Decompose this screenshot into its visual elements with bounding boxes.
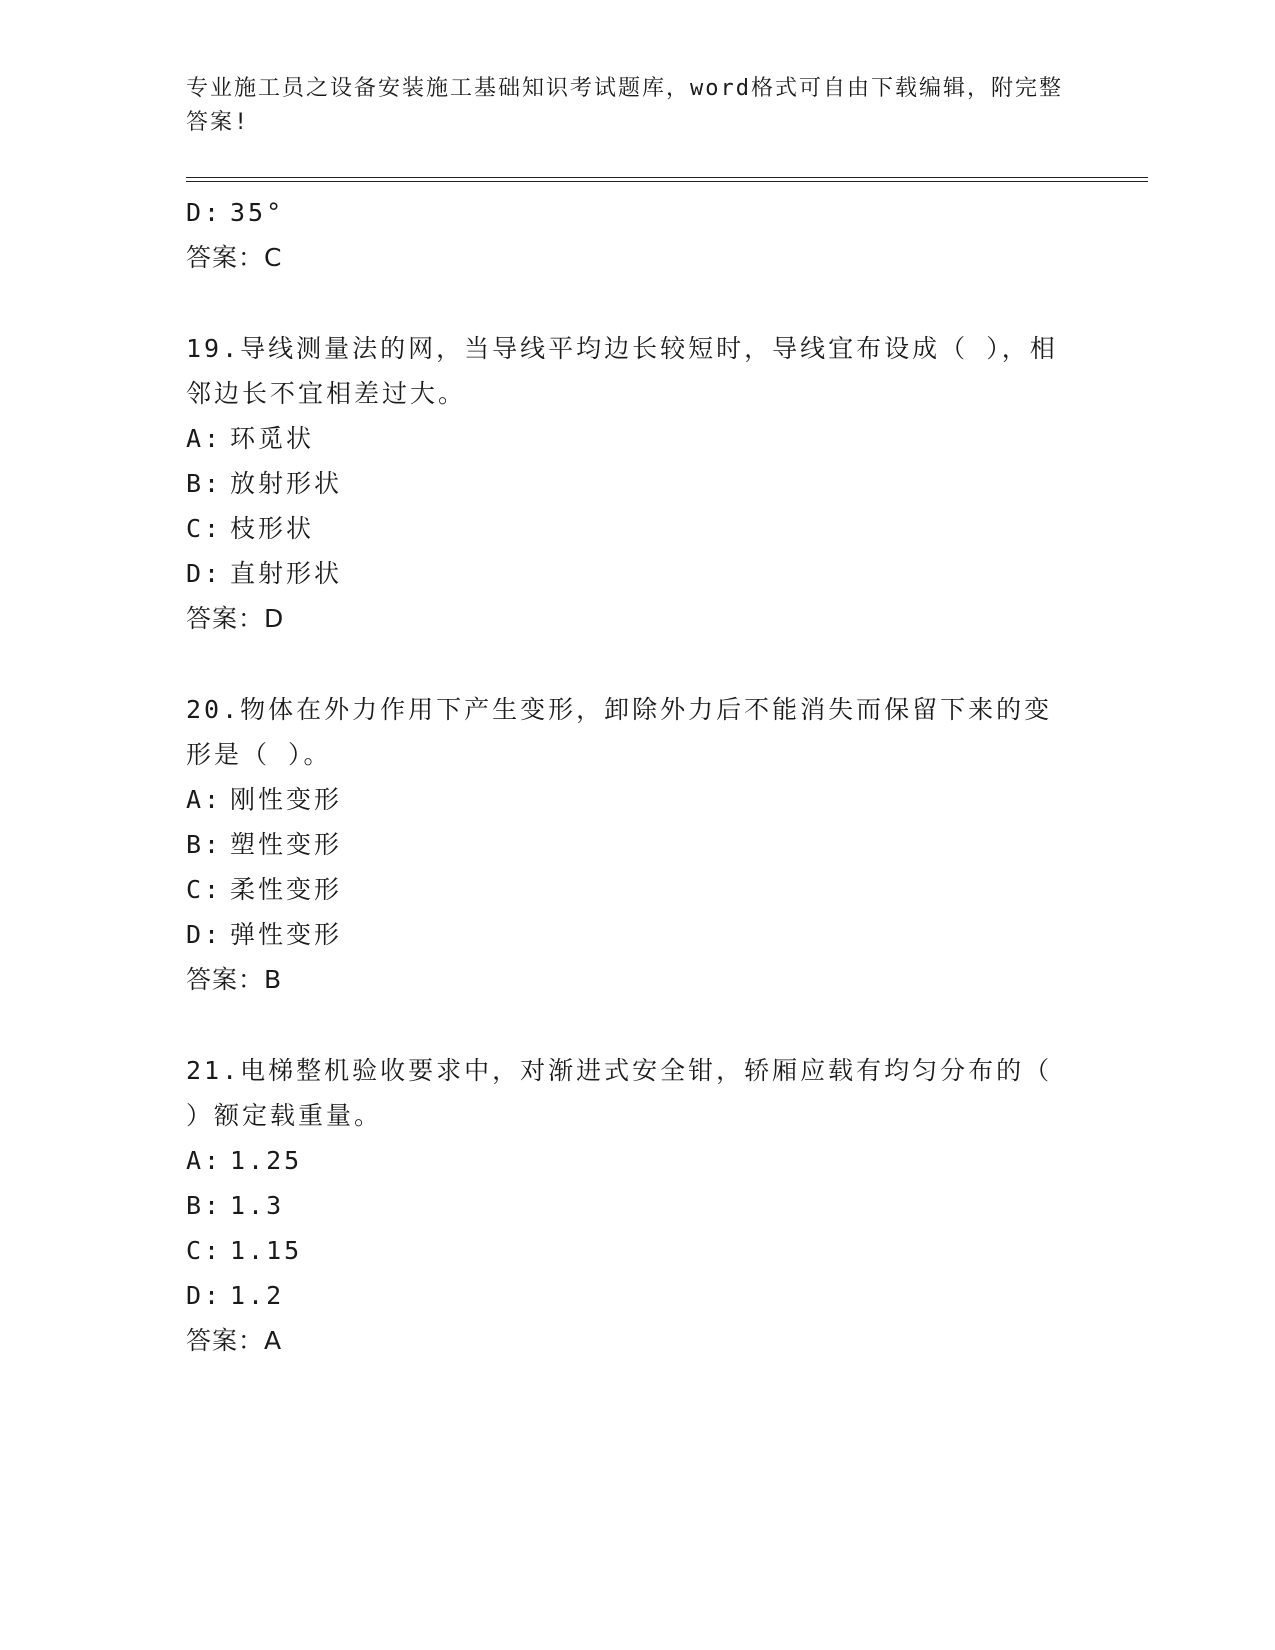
option-d [186,190,1086,235]
option-b [186,822,1086,867]
option-d [186,912,1086,957]
option-c [186,506,1086,551]
option-key: C: [186,1236,223,1265]
spacer [186,1002,1086,1048]
option-text: 放射形状 [230,469,343,498]
option-text: 柔性变形 [230,875,343,904]
option-text: 塑性变形 [230,830,343,859]
option-key: A: [186,1146,223,1175]
option-text: 弹性变形 [230,920,343,949]
question-block-20 [186,687,1086,1002]
option-d [186,1273,1086,1318]
question-stem: 21.电梯整机验收要求中，对渐进式安全钳，轿厢应载有均匀分布的（ ）额定载重量。 [186,1056,1053,1130]
question-block-21 [186,1048,1086,1363]
option-key: D: [186,1281,223,1310]
option-key: A: [186,424,223,453]
option-text: 1.25 [230,1146,303,1175]
option-key: C: [186,514,223,543]
option-text: 枝形状 [230,514,315,543]
document-header-title: 专业施工员之设备安装施工基础知识考试题库，word格式可自由下载编辑，附完整答案! [186,76,1063,135]
option-key: B: [186,830,223,859]
option-key: C: [186,875,223,904]
option-text: 1.15 [230,1236,303,1265]
answer-line: 答案：D [186,604,285,633]
option-key: B: [186,469,223,498]
option-text: 1.3 [230,1191,285,1220]
option-text: 刚性变形 [230,785,343,814]
option-a [186,416,1086,461]
option-b [186,461,1086,506]
option-a [186,1138,1086,1183]
spacer [186,641,1086,687]
spacer [186,280,1086,326]
option-b [186,1183,1086,1228]
answer-line: 答案：B [186,965,283,994]
option-d [186,551,1086,596]
question-block-19 [186,326,1086,641]
question-stem: 20.物体在外力作用下产生变形，卸除外力后不能消失而保留下来的变形是（ ）。 [186,695,1053,769]
option-text: 35° [230,198,285,227]
option-text: 环觅状 [230,424,315,453]
option-text: 直射形状 [230,559,343,588]
option-key: D: [186,198,223,227]
answer-line: 答案：C [186,243,283,272]
document-body [186,190,1086,1363]
header-divider [186,177,1148,182]
option-text: 1.2 [230,1281,285,1310]
option-c [186,1228,1086,1273]
option-key: D: [186,920,223,949]
answer-line: 答案：A [186,1326,283,1355]
option-a [186,777,1086,822]
option-key: D: [186,559,223,588]
option-c [186,867,1086,912]
option-key: A: [186,785,223,814]
question-stem: 19.导线测量法的网，当导线平均边长较短时，导线宜布设成（ ），相邻边长不宜相差过大。 [186,334,1058,408]
option-key: B: [186,1191,223,1220]
